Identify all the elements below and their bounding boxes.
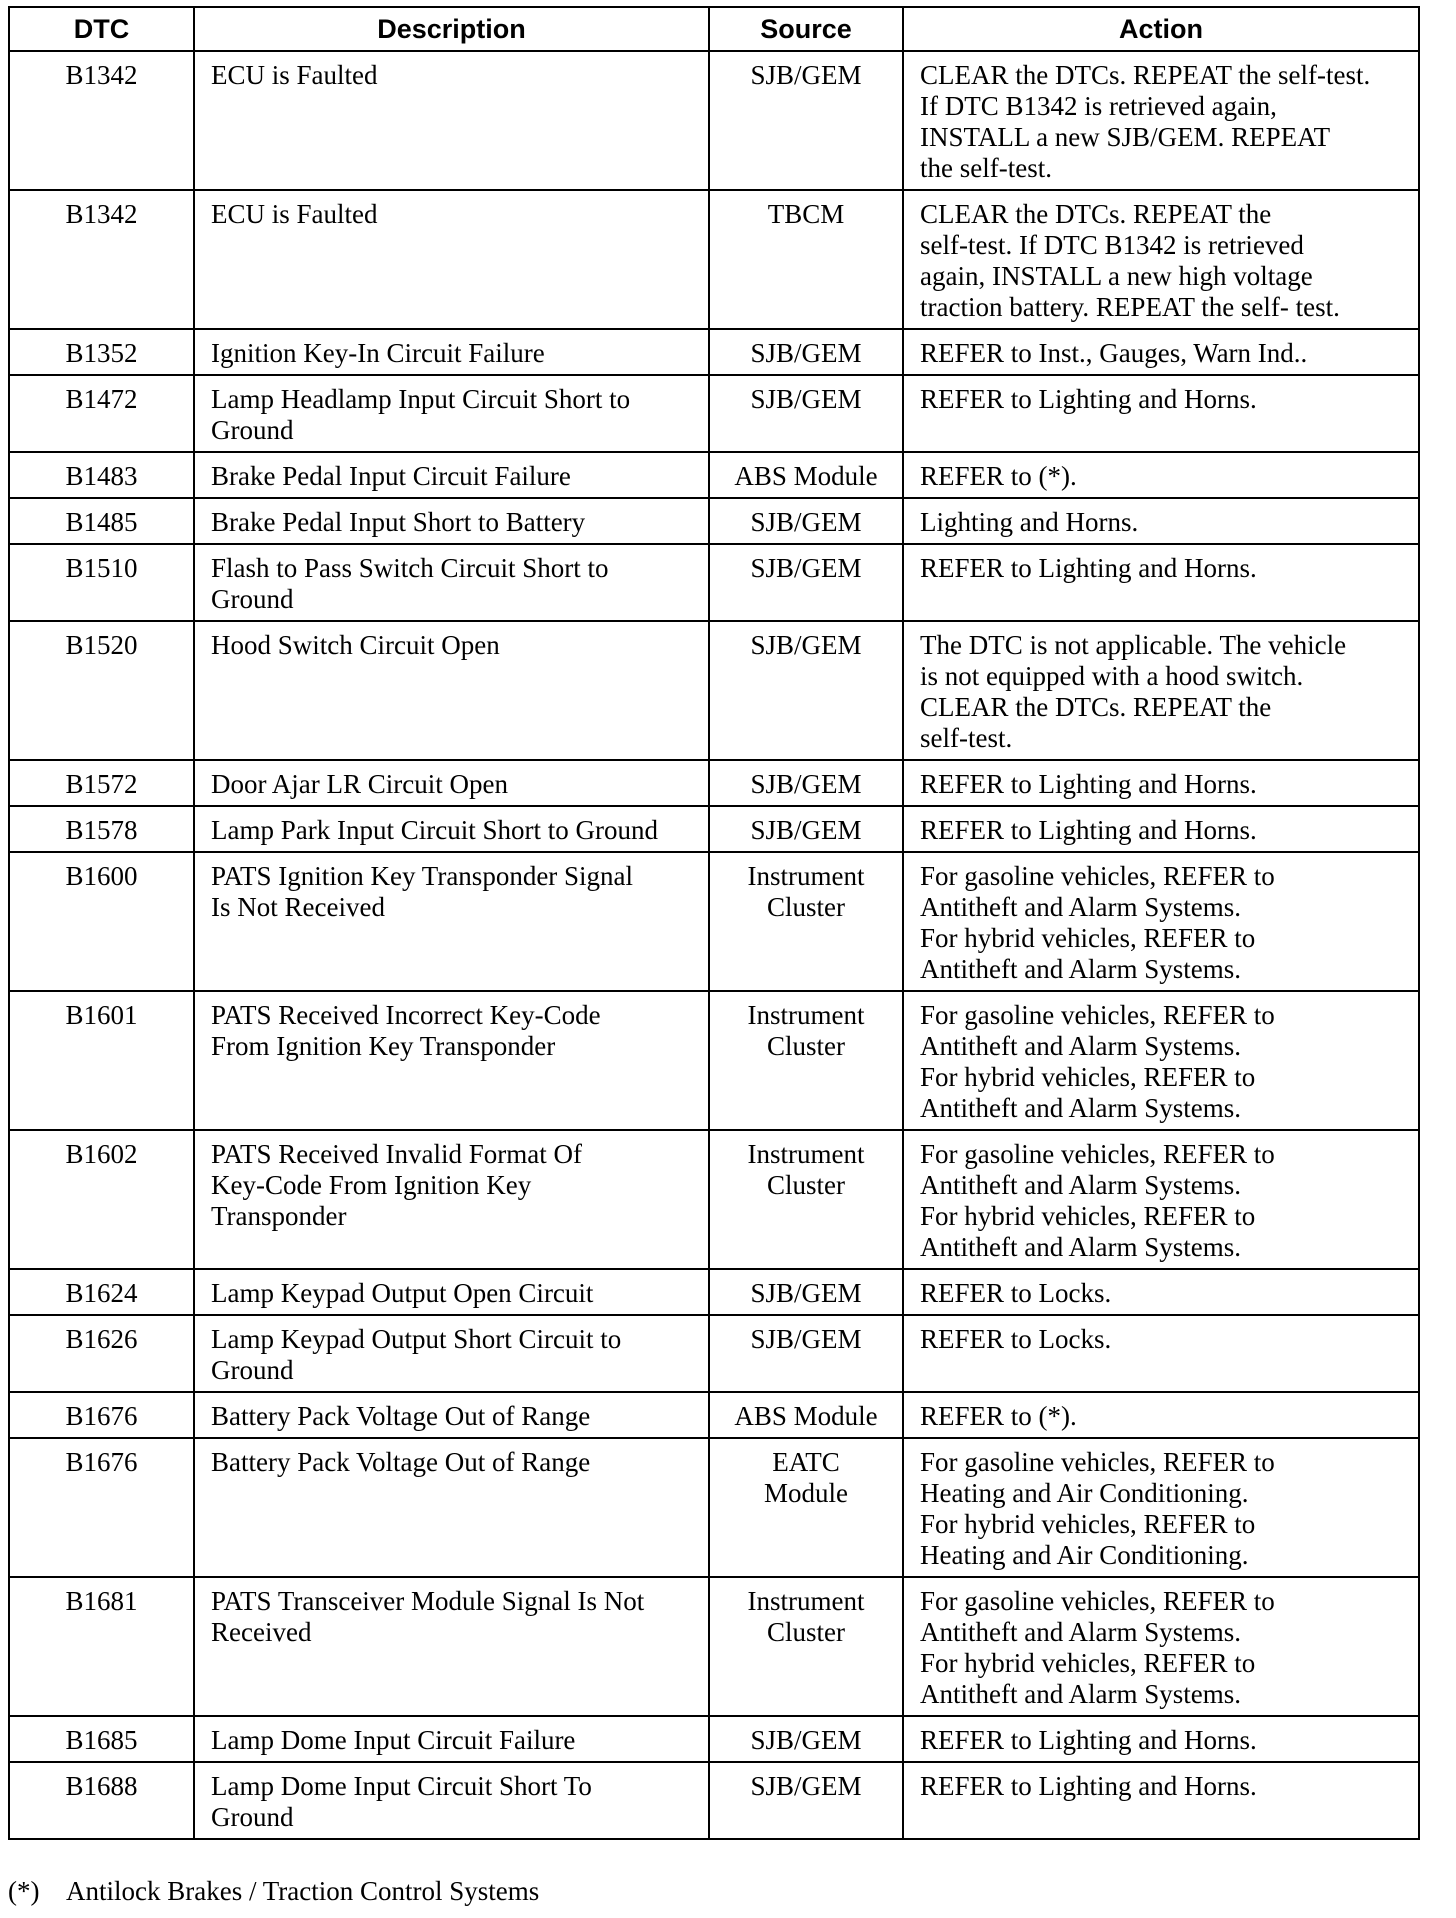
- table-row: [9, 1392, 1419, 1438]
- footnote: [8, 1876, 539, 1907]
- cell-source: Instrument Cluster: [709, 1130, 903, 1269]
- cell-source: Instrument Cluster: [709, 991, 903, 1130]
- table-row: [9, 51, 1419, 190]
- cell-action: CLEAR the DTCs. REPEAT the self-test. If DTC B1342 is retrieved again, INSTALL a new high voltage traction battery. REPEAT the self- test.: [903, 190, 1419, 329]
- cell-source: SJB/GEM: [709, 329, 903, 375]
- cell-dtc: B1676: [9, 1392, 194, 1438]
- cell-description: Ignition Key-In Circuit Failure: [194, 329, 709, 375]
- header-action: Action: [903, 7, 1419, 51]
- cell-dtc: B1578: [9, 806, 194, 852]
- table-row: [9, 621, 1419, 760]
- cell-action: For gasoline vehicles, REFER to Antitheft and Alarm Systems. For hybrid vehicles, REFER to Antitheft and Alarm Systems.: [903, 1577, 1419, 1716]
- cell-dtc: B1601: [9, 991, 194, 1130]
- cell-action: REFER to (*).: [903, 1392, 1419, 1438]
- cell-dtc: B1688: [9, 1762, 194, 1839]
- cell-dtc: B1685: [9, 1716, 194, 1762]
- cell-source: Instrument Cluster: [709, 852, 903, 991]
- table-row: [9, 806, 1419, 852]
- cell-dtc: B1472: [9, 375, 194, 452]
- table-row: [9, 1716, 1419, 1762]
- cell-dtc: B1342: [9, 51, 194, 190]
- cell-description: ECU is Faulted: [194, 190, 709, 329]
- cell-description: PATS Received Invalid Format Of Key-Code From Ignition Key Transponder: [194, 1130, 709, 1269]
- table-header-row: [9, 7, 1419, 51]
- cell-action: For gasoline vehicles, REFER to Heating and Air Conditioning. For hybrid vehicles, REFER to Heating and Air Conditioning.: [903, 1438, 1419, 1577]
- cell-description: Lamp Dome Input Circuit Short To Ground: [194, 1762, 709, 1839]
- table-row: [9, 452, 1419, 498]
- cell-action: REFER to (*).: [903, 452, 1419, 498]
- table-body: [9, 51, 1419, 1839]
- cell-source: ABS Module: [709, 452, 903, 498]
- cell-action: For gasoline vehicles, REFER to Antitheft and Alarm Systems. For hybrid vehicles, REFER to Antitheft and Alarm Systems.: [903, 852, 1419, 991]
- cell-description: PATS Transceiver Module Signal Is Not Received: [194, 1577, 709, 1716]
- cell-description: Lamp Keypad Output Short Circuit to Ground: [194, 1315, 709, 1392]
- cell-dtc: B1681: [9, 1577, 194, 1716]
- cell-action: REFER to Lighting and Horns.: [903, 1716, 1419, 1762]
- cell-action: REFER to Lighting and Horns.: [903, 375, 1419, 452]
- cell-dtc: B1352: [9, 329, 194, 375]
- cell-dtc: B1600: [9, 852, 194, 991]
- cell-action: The DTC is not applicable. The vehicle is not equipped with a hood switch. CLEAR the DTCs. REPEAT the self-test.: [903, 621, 1419, 760]
- cell-dtc: B1510: [9, 544, 194, 621]
- cell-description: Lamp Keypad Output Open Circuit: [194, 1269, 709, 1315]
- cell-description: PATS Ignition Key Transponder Signal Is Not Received: [194, 852, 709, 991]
- footnote-text: Antilock Brakes / Traction Control Systems: [66, 1876, 540, 1906]
- cell-source: SJB/GEM: [709, 375, 903, 452]
- table-row: [9, 498, 1419, 544]
- cell-source: SJB/GEM: [709, 1315, 903, 1392]
- dtc-table: [8, 6, 1420, 1840]
- cell-source: SJB/GEM: [709, 1716, 903, 1762]
- table-row: [9, 1577, 1419, 1716]
- cell-dtc: B1624: [9, 1269, 194, 1315]
- cell-source: SJB/GEM: [709, 51, 903, 190]
- cell-source: SJB/GEM: [709, 621, 903, 760]
- cell-dtc: B1342: [9, 190, 194, 329]
- cell-action: REFER to Lighting and Horns.: [903, 1762, 1419, 1839]
- cell-action: REFER to Lighting and Horns.: [903, 806, 1419, 852]
- header-description: Description: [194, 7, 709, 51]
- cell-action: REFER to Locks.: [903, 1269, 1419, 1315]
- cell-dtc: B1676: [9, 1438, 194, 1577]
- cell-dtc: B1520: [9, 621, 194, 760]
- cell-action: For gasoline vehicles, REFER to Antitheft and Alarm Systems. For hybrid vehicles, REFER to Antitheft and Alarm Systems.: [903, 1130, 1419, 1269]
- cell-description: Hood Switch Circuit Open: [194, 621, 709, 760]
- cell-description: Flash to Pass Switch Circuit Short to Ground: [194, 544, 709, 621]
- table-row: [9, 544, 1419, 621]
- cell-source: SJB/GEM: [709, 1269, 903, 1315]
- cell-action: REFER to Lighting and Horns.: [903, 760, 1419, 806]
- header-dtc: DTC: [9, 7, 194, 51]
- cell-source: SJB/GEM: [709, 1762, 903, 1839]
- table-row: [9, 1762, 1419, 1839]
- cell-source: SJB/GEM: [709, 498, 903, 544]
- table-row: [9, 1269, 1419, 1315]
- cell-dtc: B1483: [9, 452, 194, 498]
- cell-description: Lamp Dome Input Circuit Failure: [194, 1716, 709, 1762]
- table-row: [9, 1130, 1419, 1269]
- cell-description: ECU is Faulted: [194, 51, 709, 190]
- cell-description: Lamp Park Input Circuit Short to Ground: [194, 806, 709, 852]
- cell-dtc: B1602: [9, 1130, 194, 1269]
- cell-action: For gasoline vehicles, REFER to Antitheft and Alarm Systems. For hybrid vehicles, REFER to Antitheft and Alarm Systems.: [903, 991, 1419, 1130]
- cell-description: Door Ajar LR Circuit Open: [194, 760, 709, 806]
- cell-source: SJB/GEM: [709, 544, 903, 621]
- cell-action: Lighting and Horns.: [903, 498, 1419, 544]
- cell-action: REFER to Inst., Gauges, Warn Ind..: [903, 329, 1419, 375]
- header-source: Source: [709, 7, 903, 51]
- cell-dtc: B1485: [9, 498, 194, 544]
- cell-action: REFER to Locks.: [903, 1315, 1419, 1392]
- table-row: [9, 991, 1419, 1130]
- cell-source: SJB/GEM: [709, 760, 903, 806]
- table-row: [9, 329, 1419, 375]
- cell-source: ABS Module: [709, 1392, 903, 1438]
- cell-description: Battery Pack Voltage Out of Range: [194, 1392, 709, 1438]
- cell-source: EATC Module: [709, 1438, 903, 1577]
- cell-action: CLEAR the DTCs. REPEAT the self-test. If DTC B1342 is retrieved again, INSTALL a new SJB/GEM. REPEAT the self-test.: [903, 51, 1419, 190]
- cell-description: Brake Pedal Input Short to Battery: [194, 498, 709, 544]
- table-row: [9, 852, 1419, 991]
- cell-source: SJB/GEM: [709, 806, 903, 852]
- table-row: [9, 375, 1419, 452]
- cell-dtc: B1626: [9, 1315, 194, 1392]
- cell-description: PATS Received Incorrect Key-Code From Ignition Key Transponder: [194, 991, 709, 1130]
- footnote-mark: (*): [8, 1876, 40, 1906]
- cell-source: Instrument Cluster: [709, 1577, 903, 1716]
- cell-description: Battery Pack Voltage Out of Range: [194, 1438, 709, 1577]
- cell-source: TBCM: [709, 190, 903, 329]
- table-row: [9, 1315, 1419, 1392]
- cell-dtc: B1572: [9, 760, 194, 806]
- table-row: [9, 190, 1419, 329]
- cell-action: REFER to Lighting and Horns.: [903, 544, 1419, 621]
- table-row: [9, 760, 1419, 806]
- table-row: [9, 1438, 1419, 1577]
- cell-description: Lamp Headlamp Input Circuit Short to Ground: [194, 375, 709, 452]
- cell-description: Brake Pedal Input Circuit Failure: [194, 452, 709, 498]
